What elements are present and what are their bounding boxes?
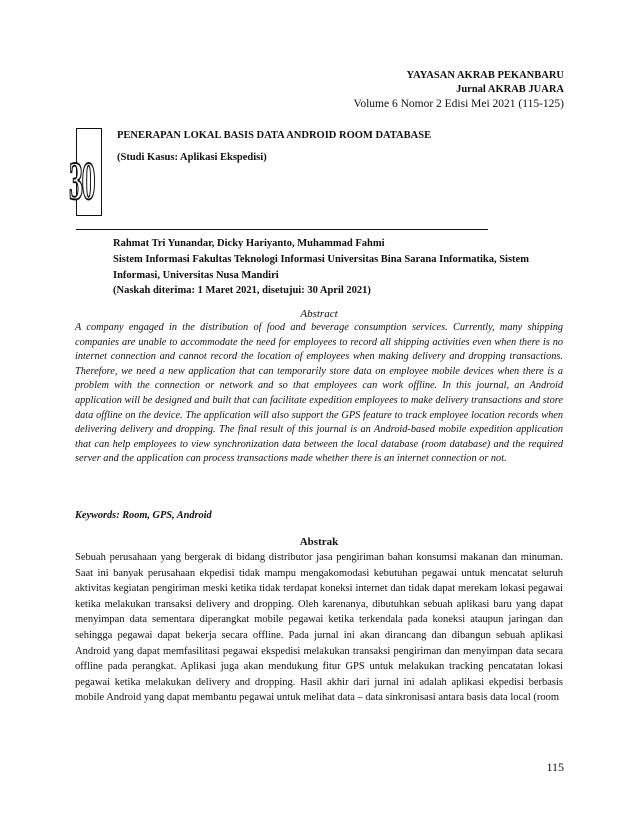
abstrak-text-id: Sebuah perusahaan yang bergerak di bidang distributor jasa pengiriman bahan konsumsi makanan dan minuman. Saat ini banyak perusahaan ekpedisi tidak mampu mengakomodasi kebutuhan pegawai untuk mencatat seluruh aktivitas kegiatan pengiriman meski ketika tidak terdapat koneksi internet dan tidak dapat merekam lokasi pegawai ketika melakukan transaksi delivery and dropping. Oleh karenanya, dibutuhkan sebuah aplikasi baru yang dapat menyimpan data sementara diperangkat mobile pegawai ketika terkendala pada koneksi ataupun jaringan dan sehingga pegawai dapat bekerja secara offline. Pada jurnal ini akan dirancang dan dibangun sebuah aplikasi Android yang dapat memfasilitasi pegawai ekspedisi melakukan transaksi pengiriman dan menyimpan data secara offline pada perangkat. Aplikasi juga akan mendukung fitur GPS untuk melakukan tracking pencatatan lokasi pegawai ketika melakukan delivery and dropping. Hasil akhir dari jurnal ini adalah aplikasi ekpedisi berbasis mobile Android yang dapat membantu pegawai untuk melihat data – data sinkronisasi antara basis data local (room [75, 552, 563, 704]
paper-subtitle: (Studi Kasus: Aplikasi Ekspedisi) [117, 152, 267, 163]
paper-title: PENERAPAN LOKAL BASIS DATA ANDROID ROOM DATABASE [117, 130, 432, 141]
author-names: Rahmat Tri Yunandar, Dicky Hariyanto, Muhammad Fahmi [113, 238, 385, 249]
divider-rule [76, 229, 488, 230]
abstract-heading: Abstract [300, 308, 338, 320]
journal-volume: Volume 6 Nomor 2 Edisi Mei 2021 (115-125) [353, 98, 564, 110]
author-affiliation: Sistem Informasi Fakultas Teknologi Informasi Universitas Bina Sarana Informatika, Sistem Informasi, Universitas Nusa Mandiri [113, 253, 529, 281]
publisher-name: YAYASAN AKRAB PEKANBARU [406, 70, 564, 81]
page-number: 115 [546, 760, 564, 774]
submission-dates: (Naskah diterima: 1 Maret 2021, disetujui: 30 April 2021) [113, 285, 371, 297]
abstract-text-en: A company engaged in the distribution of food and beverage consumption services. Currently, many shipping companies are unable to accommodate the need for employees to record all shipping activities even when there is no internet connection and cannot record the location of employees when making delivery and dropping transactions. Therefore, we need a new application that can temporarily store data on employee mobile devices when there is a problem with the connection or network and so that employees can work offline. In this journal, an Android application will be designed and built that can facilitate expedition employees to make delivery transactions and store data offline on the device. The application will also support the GPS feature to track employee location records when delivering delivery and dropping. The final result of this journal is an Android-based mobile expedition application that can help employees to view synchronization data between the local database (room database) and the required server and the application can process transactions made whether there is an internet connection or not. [75, 322, 563, 465]
keywords: Keywords: Room, GPS, Android [75, 510, 212, 521]
article-number-box [69, 128, 102, 216]
author-block [113, 236, 533, 299]
abstrak-heading: Abstrak [299, 536, 339, 548]
article-number: 30 [69, 150, 95, 212]
journal-name: Jurnal AKRAB JUARA [456, 84, 564, 95]
